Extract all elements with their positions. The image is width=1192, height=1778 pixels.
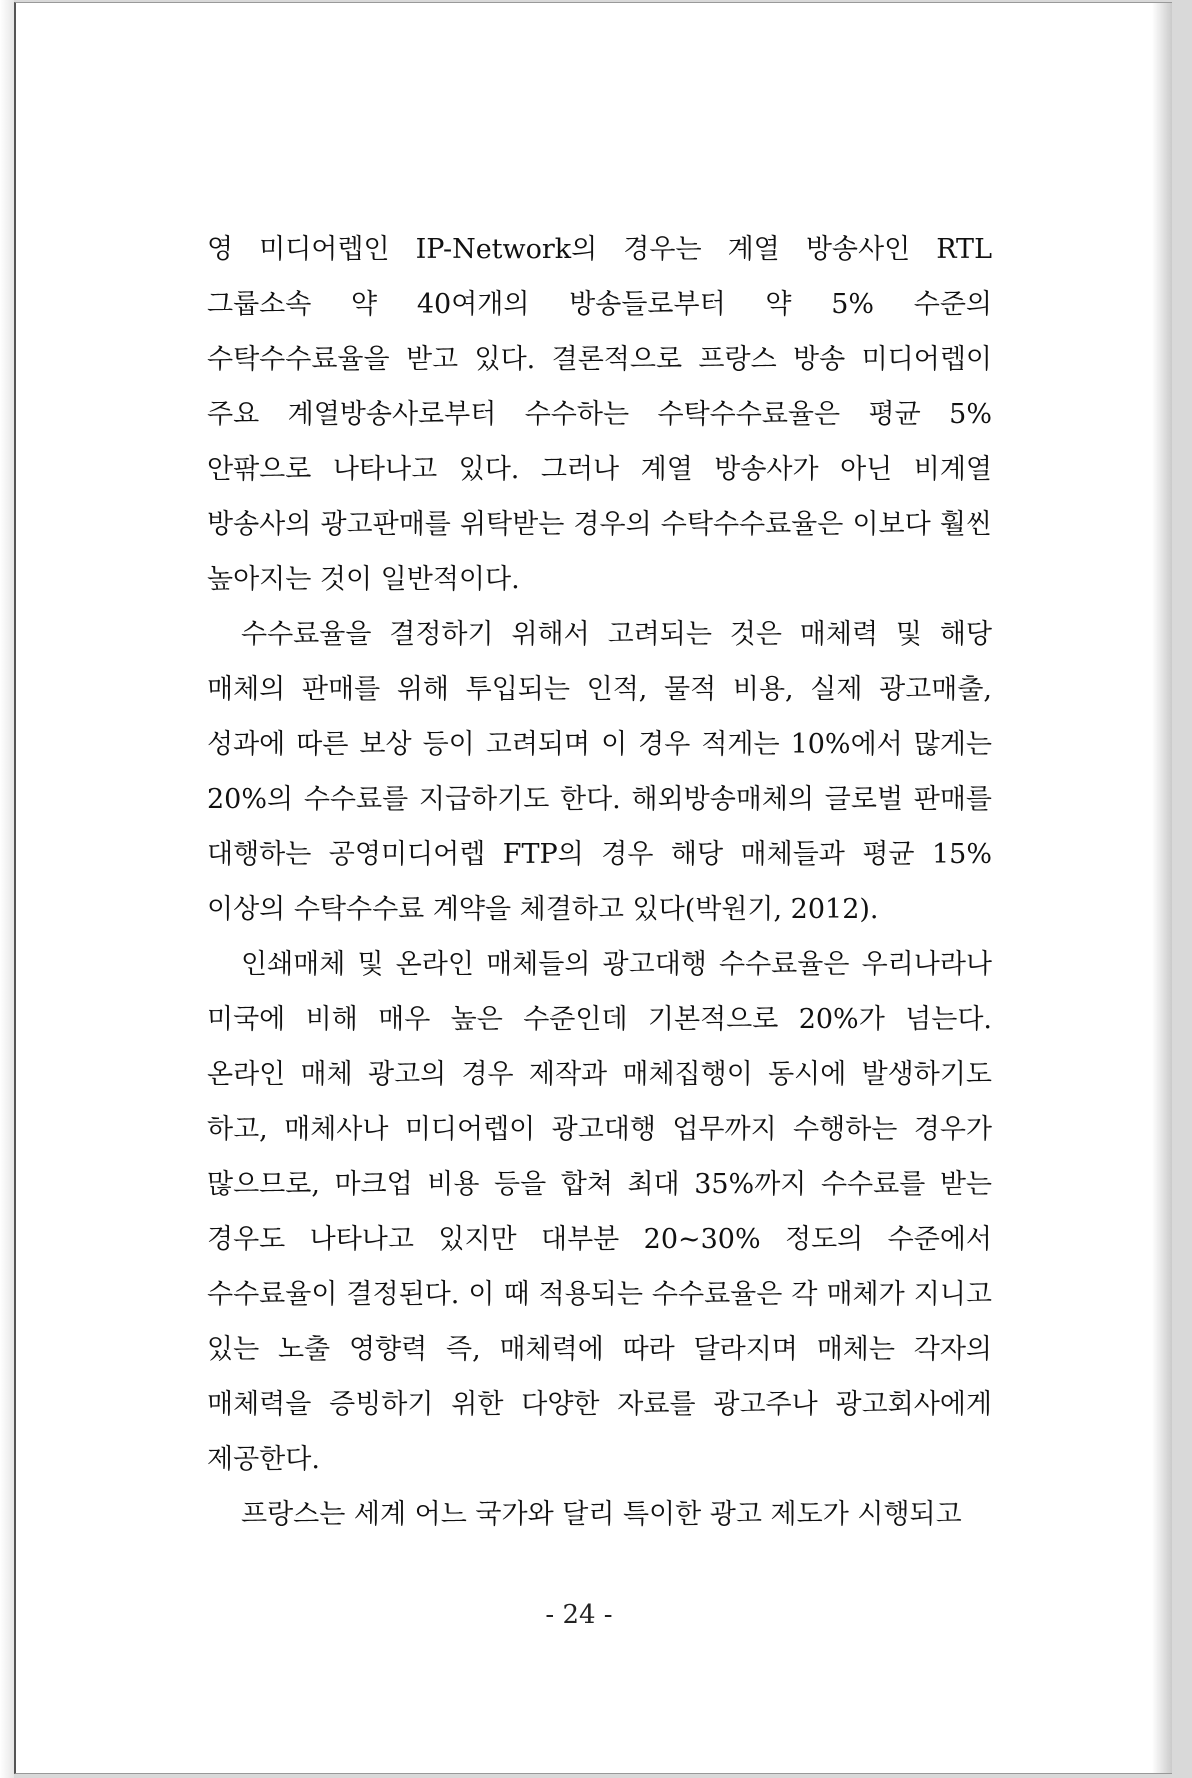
paragraph: 영 미디어렙인 IP-Network의 경우는 계열 방송사인 RTL 그룹소속 약 40여개의 방송들로부터 약 5% 수준의 수탁수수료율을 받고 있다. 결론적으로 프랑스 방송 미디어렙이 주요 계열방송사로부터 수수하는 수탁수수료율은 평균 5% 안팎으로 나타나고 있다. 그러나 계열 방송사가 아닌 비계열 방송사의 광고판매를 위탁받는 경우의 수탁수수료율은 이보다 훨씬 높아지는 것이 일반적이다. [207, 234, 992, 595]
paragraph: 인쇄매체 및 온라인 매체들의 광고대행 수수료율은 우리나라나 미국에 비해 매우 높은 수준인데 기본적으로 20%가 넘는다. 온라인 매체 광고의 경우 제작과 매체집행이 동시에 발생하기도 하고, 매체사나 미디어렙이 광고대행 업무까지 수행하는 경우가 많으므로, 마크업 비용 등을 합쳐 최대 35%까지 수수료를 받는 경우도 나타나고 있지만 대부분 20~30% 정도의 수준에서 수수료율이 결정된다. 이 때 적용되는 수수료율은 각 매체가 지니고 있는 노출 영향력 즉, 매체력에 따라 달라지며 매체는 각자의 매체력을 증빙하기 위한 다양한 자료를 광고주나 광고회사에게 제공한다. [207, 949, 992, 1475]
body-text [207, 222, 992, 1542]
paragraph: 프랑스는 세계 어느 국가와 달리 특이한 광고 제도가 시행되고 [241, 1499, 962, 1530]
page-number: - 24 - [545, 1600, 613, 1630]
paragraph: 수수료율을 결정하기 위해서 고려되는 것은 매체력 및 해당 매체의 판매를 위해 투입되는 인적, 물적 비용, 실제 광고매출, 성과에 따른 보상 등이 고려되며 이 경우 적게는 10%에서 많게는 20%의 수수료를 지급하기도 한다. 해외방송매체의 글로벌 판매를 대행하는 공영미디어렙 FTP의 경우 해당 매체들과 평균 15% 이상의 수탁수수료 계약을 체결하고 있다(박원기, 2012). [207, 619, 992, 925]
viewer-left-edge [0, 0, 14, 1778]
page-edge-shadow [1152, 3, 1172, 1773]
